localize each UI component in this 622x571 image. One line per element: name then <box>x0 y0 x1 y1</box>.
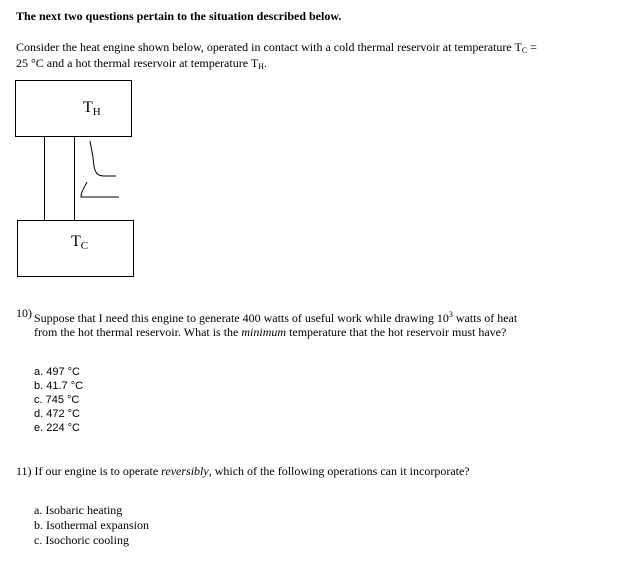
q10-option-c[interactable]: c. 745 °C <box>34 394 80 406</box>
upper-arrow-curve <box>90 141 116 176</box>
question-11-text: 11) If our engine is to operate reversibly, which of the following operations can it incorporate? <box>16 464 470 478</box>
q11-option-a[interactable]: a. Isobaric heating <box>34 503 123 517</box>
hot-reservoir-label: $T_H$ <box>83 99 101 118</box>
q10-option-b[interactable]: b. 41.7 °C <box>34 380 84 392</box>
question-10-line-1: Suppose that I need this engine to generate 400 watts of useful work while drawing $10^3$ watts of heat <box>34 310 518 325</box>
q10-option-a[interactable]: a. 497 °C <box>34 366 80 378</box>
q10-option-d[interactable]: d. 472 °C <box>34 408 80 420</box>
intro-line-2: 25 °C and a hot thermal reservoir at temperature $T_H$. <box>16 56 267 71</box>
intro-line-1: Consider the heat engine shown below, operated in contact with a cold thermal reservoir at temperature $T_C$ = <box>16 40 537 55</box>
hot-reservoir-box <box>16 81 132 137</box>
lower-arrow-curve <box>81 182 119 197</box>
question-10-number: 10) <box>16 306 32 320</box>
intro-title: The next two questions pertain to the situation described below. <box>16 9 342 23</box>
question-10-line-2: from the hot thermal reservoir. What is the minimum temperature that the hot reservoir must have? <box>34 325 507 339</box>
q10-option-e[interactable]: e. 224 °C <box>34 422 80 434</box>
cold-reservoir-label: $T_C$ <box>71 233 89 252</box>
q11-option-b[interactable]: b. Isothermal expansion <box>34 518 149 532</box>
q11-option-c[interactable]: c. Isochoric cooling <box>34 533 129 547</box>
